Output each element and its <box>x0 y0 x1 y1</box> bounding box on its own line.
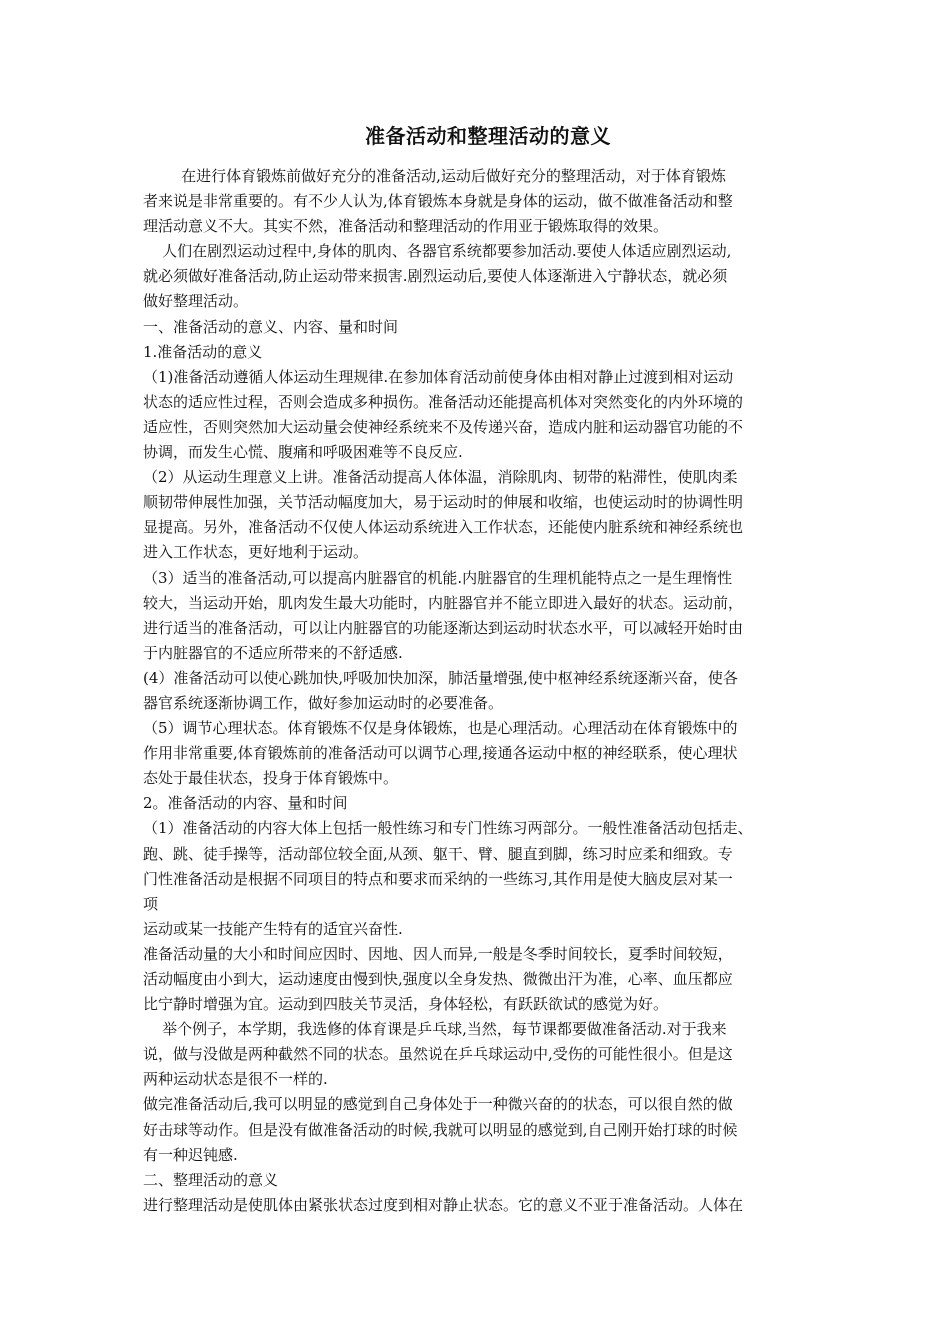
text-line: 举个例子，本学期，我选修的体育课是乒乓球,当然，每节课都要做准备活动.对于我来 <box>143 1020 727 1039</box>
text-line: 状态的适应性过程，否则会造成多种损伤。准备活动还能提高机体对突然变化的内外环境的 <box>143 392 744 411</box>
text-line: （2）从运动生理意义上讲。准备活动提高人体体温，消除肌肉、韧带的粘滞性，使肌肉柔 <box>143 468 738 487</box>
text-line: 器官系统逐渐协调工作，做好参加运动时的必要准备。 <box>143 693 504 712</box>
text-line: (4）准备活动可以使心跳加快,呼吸加快加深，肺活量增强,使中枢神经系统逐渐兴奋，使各 <box>143 668 738 687</box>
text-line: 一、准备活动的意义、内容、量和时间 <box>143 317 399 336</box>
text-line: 进行整理活动是使肌体由紧张状态过度到相对静止状态。它的意义不亚于准备活动。人体在 <box>143 1195 744 1214</box>
text-line: 两种运动状态是很不一样的. <box>143 1070 328 1089</box>
text-line: 顺韧带伸展性加强，关节活动幅度加大，易于运动时的伸展和收缩，也使运动时的协调性明 <box>143 493 744 512</box>
document-page <box>143 118 833 1218</box>
text-line: 显提高。另外，准备活动不仅使人体运动系统进入工作状态，还能使内脏系统和神经系统也 <box>143 518 744 537</box>
text-line: 准备活动量的大小和时间应因时、因地、因人而异,一般是冬季时间较长，夏季时间较短， <box>143 944 733 963</box>
text-line: 协调，而发生心慌、腹痛和呼吸困难等不良反应. <box>143 443 463 462</box>
text-line: 适应性，否则突然加大运动量会使神经系统来不及传递兴奋，造成内脏和运动器官功能的不 <box>143 417 744 436</box>
text-line: 者来说是非常重要的。有不少人认为,体育锻炼本身就是身体的运动，做不做准备活动和整 <box>143 192 733 211</box>
text-line: 就必须做好准备活动,防止运动带来损害.剧烈运动后,要使人体逐渐进入宁静状态，就必须 <box>143 267 728 286</box>
text-line: 态处于最佳状态，投身于体育锻炼中。 <box>143 769 399 788</box>
text-line: 较大，当运动开始，肌肉发生最大功能时，内脏器官并不能立即进入最好的状态。运动前， <box>143 593 744 612</box>
text-line: 作用非常重要,体育锻炼前的准备活动可以调节心理,接通各运动中枢的神经联系，使心理状 <box>143 744 738 763</box>
text-line: 说，做与没做是两种截然不同的状态。虽然说在乒乓球运动中,受伤的可能性很小。但是这 <box>143 1045 733 1064</box>
text-line: 运动或某一技能产生特有的适宜兴奋性. <box>143 919 403 938</box>
text-line: （1)准备活动遵循人体运动生理规律.在参加体育活动前使身体由相对静止过渡到相对运动 <box>143 367 734 386</box>
text-line: 做完准备活动后,我可以明显的感觉到自己身体处于一种微兴奋的的状态，可以很自然的做 <box>143 1095 733 1114</box>
text-line: 人们在剧烈运动过程中,身体的肌肉、各器官系统都要参加活动.要使人体适应剧烈运动, <box>143 242 732 261</box>
text-line: 二、整理活动的意义 <box>143 1170 279 1189</box>
text-line: 比宁静时增强为宜。运动到四肢关节灵活，身体轻松，有跃跃欲试的感觉为好。 <box>143 995 669 1014</box>
text-line: 有一种迟钝感. <box>143 1145 238 1164</box>
text-line: 2。准备活动的内容、量和时间 <box>143 794 348 813</box>
text-line: 好击球等动作。但是没有做准备活动的时候,我就可以明显的感觉到,自己刚开始打球的时候 <box>143 1120 738 1139</box>
text-line: （1）准备活动的内容大体上包括一般性练习和专门性练习两部分。一般性准备活动包括走、 <box>143 819 753 838</box>
text-line: 跑、跳、徒手操等，活动部位较全面,从颈、躯干、臂、腿直到脚，练习时应柔和细致。专 <box>143 844 733 863</box>
document-body <box>143 164 833 1218</box>
text-line: 进行适当的准备活动，可以让内脏器官的功能逐渐达到运动时状态水平，可以减轻开始时由 <box>143 618 744 637</box>
text-line: 在进行体育锻炼前做好充分的准备活动,运动后做好充分的整理活动，对于体育锻炼 <box>143 167 726 185</box>
text-line: 活动幅度由小到大，运动速度由慢到快,强度以全身发热、微微出汗为准，心率、血压都应 <box>143 970 733 988</box>
text-line: 进入工作状态，更好地利于运动。 <box>143 543 369 562</box>
text-line: 项 <box>143 894 159 913</box>
text-line: （5）调节心理状态。体育锻炼不仅是身体锻炼，也是心理活动。心理活动在体育锻炼中的 <box>143 719 738 738</box>
text-line: 门性准备活动是根据不同项目的特点和要求而采纳的一些练习,其作用是使大脑皮层对某一 <box>143 869 733 888</box>
text-line: 做好整理活动。 <box>143 292 249 311</box>
text-line: 1.准备活动的意义 <box>143 342 263 361</box>
document-title: 准备活动和整理活动的意义 <box>365 124 611 148</box>
text-line: （3）适当的准备活动,可以提高内脏器官的机能.内脏器官的生理机能特点之一是生理惰性 <box>143 568 733 587</box>
text-line: 于内脏器官的不适应所带来的不舒适感. <box>143 643 403 662</box>
text-line: 理活动意义不大。其实不然，准备活动和整理活动的作用亚于锻炼取得的效果。 <box>143 217 669 236</box>
